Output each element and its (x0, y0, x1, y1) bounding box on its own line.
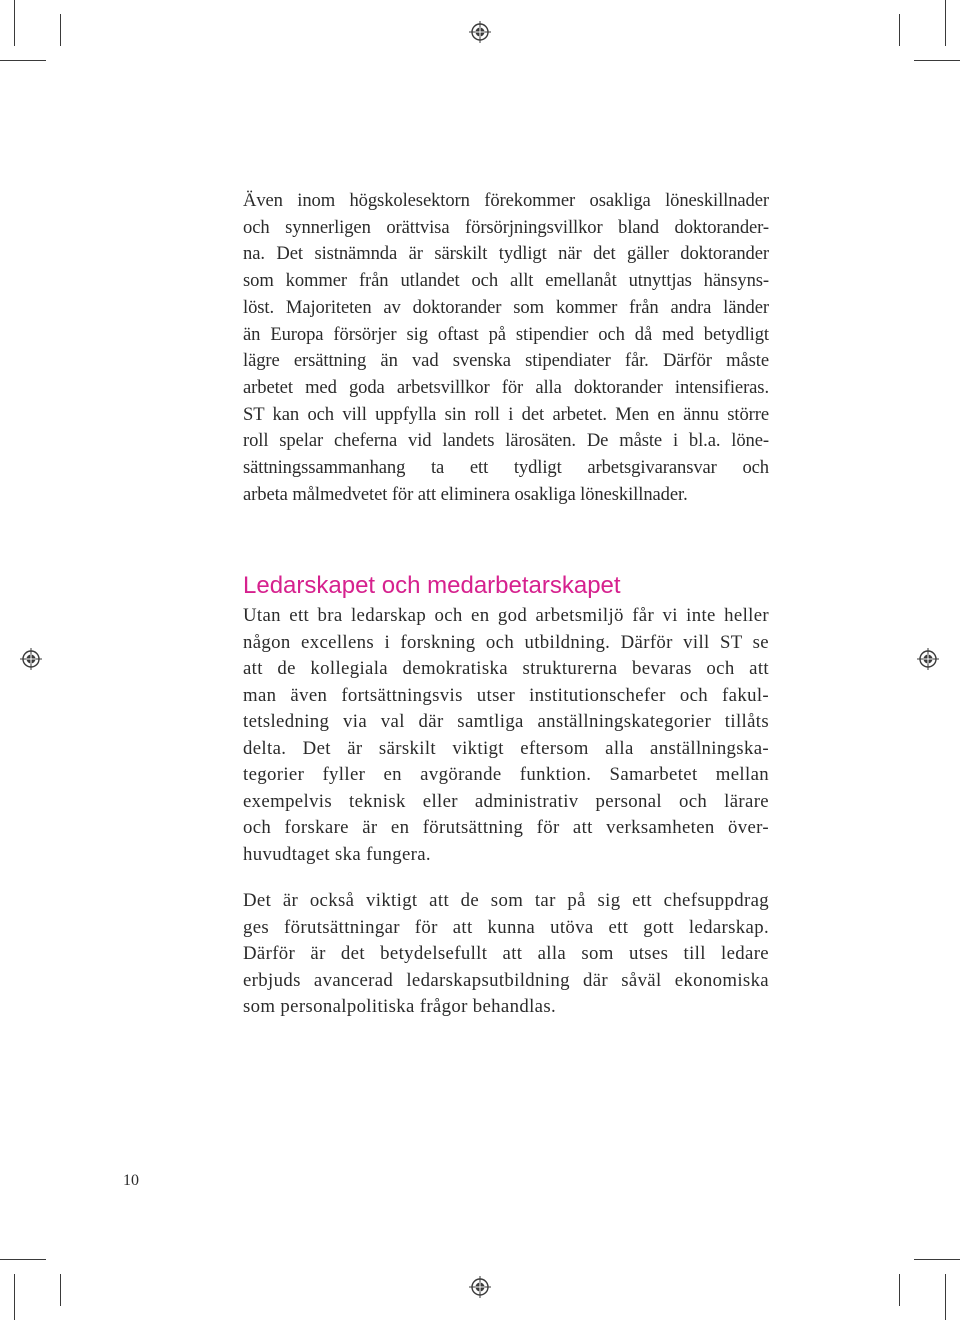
section-paragraph-2-line: ges förutsättningar för att kunna utöva ett gott ledarskap. (243, 916, 769, 938)
registration-mark-left-icon (20, 648, 42, 670)
section-paragraph-1-line: huvudtaget ska fungera. (243, 843, 431, 865)
section-paragraph-1-line: tegorier fyller en avgörande funktion. Samarbetet mellan (243, 764, 769, 785)
intro-line: sättningssammanhang ta ett tydligt arbetsgivaransvar och (243, 457, 769, 479)
registration-mark-top-icon (469, 21, 491, 43)
section-paragraph-1-line: tetsledning via val där samtliga anställningskategorier tillåts (243, 711, 769, 732)
crop-mark-top-right-horizontal (914, 60, 960, 61)
section-paragraph-2-line: som personalpolitiska frågor behandlas. (243, 996, 557, 1017)
section-paragraph-2-line: Det är också viktigt att de som tar på sig ett chefsuppdrag (243, 890, 769, 911)
crop-mark-bottom-right-inner-vertical (899, 1274, 900, 1306)
section-paragraph-2-line: Därför är det betydelsefullt att alla som utses till ledare (243, 943, 769, 964)
intro-line: som kommer från utlandet och allt emellanåt utnyttjas hänsyns- (243, 270, 769, 292)
registration-mark-bottom-icon (469, 1276, 491, 1298)
intro-line: löst. Majoriteten av doktorander som kommer från andra länder (243, 296, 769, 318)
crop-mark-top-left-horizontal (0, 60, 46, 61)
section-paragraph-1-line: att de kollegiala demokratiska strukturerna bevaras och att (243, 658, 769, 679)
section-paragraph-1-line: någon excellens i forskning och utbildning. Därför vill ST se (243, 631, 769, 653)
registration-mark-right-icon (917, 648, 939, 670)
crop-mark-top-right-inner-vertical (899, 14, 900, 46)
section-paragraph-2-line: erbjuds avancerad ledarskapsutbildning där såväl ekonomiska (243, 969, 769, 991)
section-paragraph-1-line: delta. Det är särskilt viktigt eftersom alla anställningska- (243, 737, 769, 759)
crop-mark-top-left-inner-vertical (60, 14, 61, 46)
intro-line: roll spelar cheferna vid landets lärosäten. De måste i bl.a. löne- (243, 430, 769, 452)
intro-line: na. Det sistnämnda är särskilt tydligt när det gäller doktorander (243, 243, 769, 265)
crop-mark-bottom-left-inner-vertical (60, 1274, 61, 1306)
section-paragraph-1 (243, 603, 769, 868)
intro-line: arbetet med goda arbetsvillkor för alla doktorander intensifieras. (243, 376, 769, 398)
intro-line: arbeta målmedvetet för att eliminera osakliga löneskillnader. (243, 483, 688, 505)
page-number: 10 (123, 1172, 139, 1189)
section-paragraph-1-line: exempelvis teknisk eller administrativ personal och lärare (243, 790, 769, 812)
crop-mark-top-left-vertical (14, 0, 15, 46)
intro-line: och synnerligen orättvisa försörjningsvillkor bland doktorander- (243, 216, 769, 238)
section-heading: Ledarskapet och medarbetarskapet (243, 572, 621, 599)
intro-line: än Europa försörjer sig oftast på stipendier och då med betydligt (243, 323, 769, 345)
crop-mark-top-right-vertical (945, 0, 946, 46)
crop-mark-bottom-left-vertical (14, 1274, 15, 1320)
intro-line: lägre ersättning än vad svenska stipendiater får. Därför måste (243, 350, 769, 372)
crop-mark-bottom-right-vertical (945, 1274, 946, 1320)
section-paragraph-1-line: och forskare är en förutsättning för att verksamheten över- (243, 817, 769, 838)
intro-line: ST kan och vill uppfylla sin roll i det arbetet. Men en ännu större (243, 403, 769, 425)
intro-line: Även inom högskolesektorn förekommer osakliga löneskillnader (243, 190, 769, 211)
section-paragraph-1-line: man även fortsättningsvis utser institutionschefer och fakul- (243, 684, 769, 706)
intro-paragraph (243, 188, 769, 508)
crop-mark-bottom-right-horizontal (914, 1259, 960, 1260)
section-paragraph-2 (243, 888, 769, 1021)
crop-mark-bottom-left-horizontal (0, 1259, 46, 1260)
section-paragraph-1-line: Utan ett bra ledarskap och en god arbetsmiljö får vi inte heller (243, 605, 769, 626)
